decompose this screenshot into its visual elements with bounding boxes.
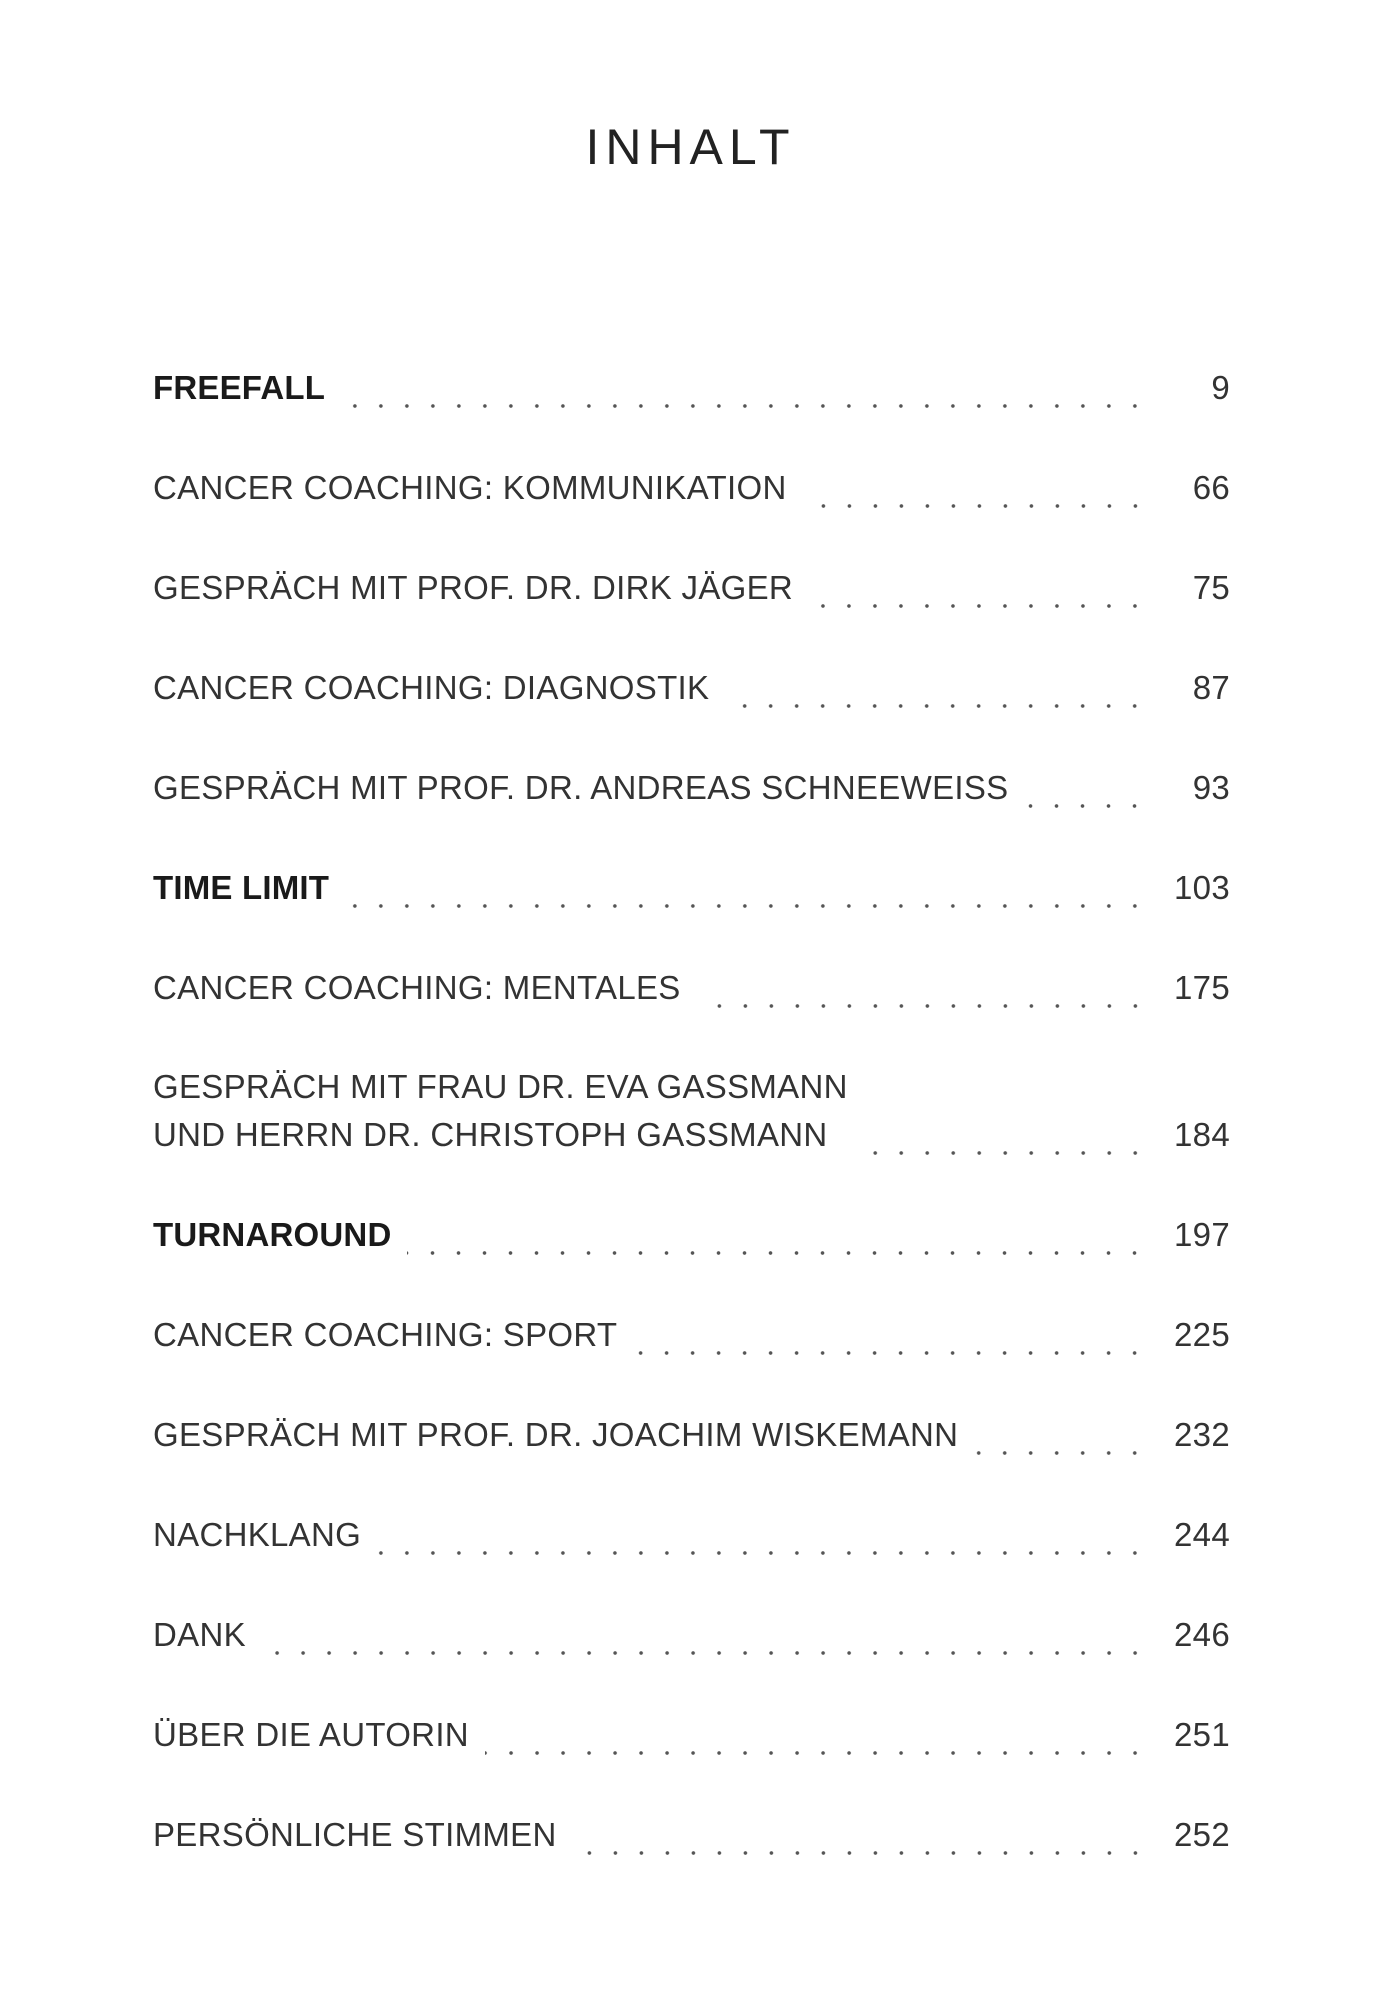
toc-entry-page-number: 103	[1174, 869, 1230, 906]
dot-leader	[1024, 764, 1148, 812]
toc-entry-title: GESPRÄCH MIT PROF. DR. DIRK JÄGER	[153, 569, 794, 606]
page-title: INHALT	[585, 119, 796, 175]
dot-leader	[377, 1511, 1148, 1559]
toc-entry	[153, 1365, 1230, 1465]
toc-entry	[153, 818, 1230, 918]
dot-leader	[341, 364, 1148, 412]
toc-entry-title: CANCER COACHING: SPORT	[153, 1316, 618, 1353]
toc-entry-title: DANK	[153, 1616, 246, 1653]
toc-entry	[153, 618, 1230, 718]
dot-leader	[809, 564, 1148, 612]
toc-entry-page-number: 225	[1174, 1316, 1230, 1353]
toc-entry-title: GESPRÄCH MIT FRAU DR. EVA GASSMANN UND HERRN DR. CHRISTOPH GASSMANN	[153, 1068, 848, 1153]
toc-entry	[153, 1565, 1230, 1665]
toc-entry-title: PERSÖNLICHE STIMMEN	[153, 1816, 557, 1853]
toc-entry-page-number: 251	[1174, 1716, 1230, 1753]
dot-leader	[803, 464, 1148, 512]
toc-entry	[153, 318, 1230, 418]
toc-entry-title: FREEFALL	[153, 369, 326, 406]
toc-entry	[153, 1018, 1230, 1165]
toc-entry	[153, 518, 1230, 618]
toc-entry	[153, 418, 1230, 518]
dot-leader	[864, 1111, 1148, 1159]
dot-leader	[697, 964, 1148, 1012]
dot-leader	[974, 1411, 1148, 1459]
toc-entry	[153, 1165, 1230, 1265]
toc-entry-page-number: 175	[1174, 969, 1230, 1006]
toc-entry-page-number: 75	[1192, 569, 1230, 606]
toc-entry	[153, 1265, 1230, 1365]
toc-entry-page-number: 93	[1192, 769, 1230, 806]
table-of-contents	[153, 318, 1230, 1865]
toc-entry	[153, 718, 1230, 818]
dot-leader	[345, 864, 1148, 912]
dot-leader	[262, 1611, 1148, 1659]
toc-entry	[153, 1665, 1230, 1765]
toc-entry-title: GESPRÄCH MIT PROF. DR. JOACHIM WISKEMANN	[153, 1416, 959, 1453]
dot-leader	[573, 1811, 1148, 1859]
toc-entry-page-number: 246	[1174, 1616, 1230, 1653]
toc-entry-page-number: 9	[1211, 369, 1230, 406]
toc-entry-title: TURNAROUND	[153, 1216, 392, 1253]
toc-entry-page-number: 197	[1174, 1216, 1230, 1253]
toc-entry-page-number: 252	[1174, 1816, 1230, 1853]
toc-entry-title: CANCER COACHING: KOMMUNIKATION	[153, 469, 787, 506]
dot-leader	[407, 1211, 1148, 1259]
dot-leader	[485, 1711, 1148, 1759]
toc-entry-title: CANCER COACHING: MENTALES	[153, 969, 681, 1006]
toc-entry-title: CANCER COACHING: DIAGNOSTIK	[153, 669, 710, 706]
toc-entry-page-number: 66	[1192, 469, 1230, 506]
toc-entry-page-number: 184	[1174, 1116, 1230, 1153]
toc-entry-title: GESPRÄCH MIT PROF. DR. ANDREAS SCHNEEWEISS	[153, 769, 1009, 806]
toc-entry-title: NACHKLANG	[153, 1516, 362, 1553]
toc-entry-title: ÜBER DIE AUTORIN	[153, 1716, 469, 1753]
toc-entry-page-number: 244	[1174, 1516, 1230, 1553]
toc-entry	[153, 918, 1230, 1018]
dot-leader	[633, 1311, 1148, 1359]
toc-entry-page-number: 232	[1174, 1416, 1230, 1453]
toc-entry	[153, 1765, 1230, 1865]
toc-entry	[153, 1465, 1230, 1565]
toc-entry-title: TIME LIMIT	[153, 869, 330, 906]
dot-leader	[725, 664, 1148, 712]
toc-entry-page-number: 87	[1192, 669, 1230, 706]
